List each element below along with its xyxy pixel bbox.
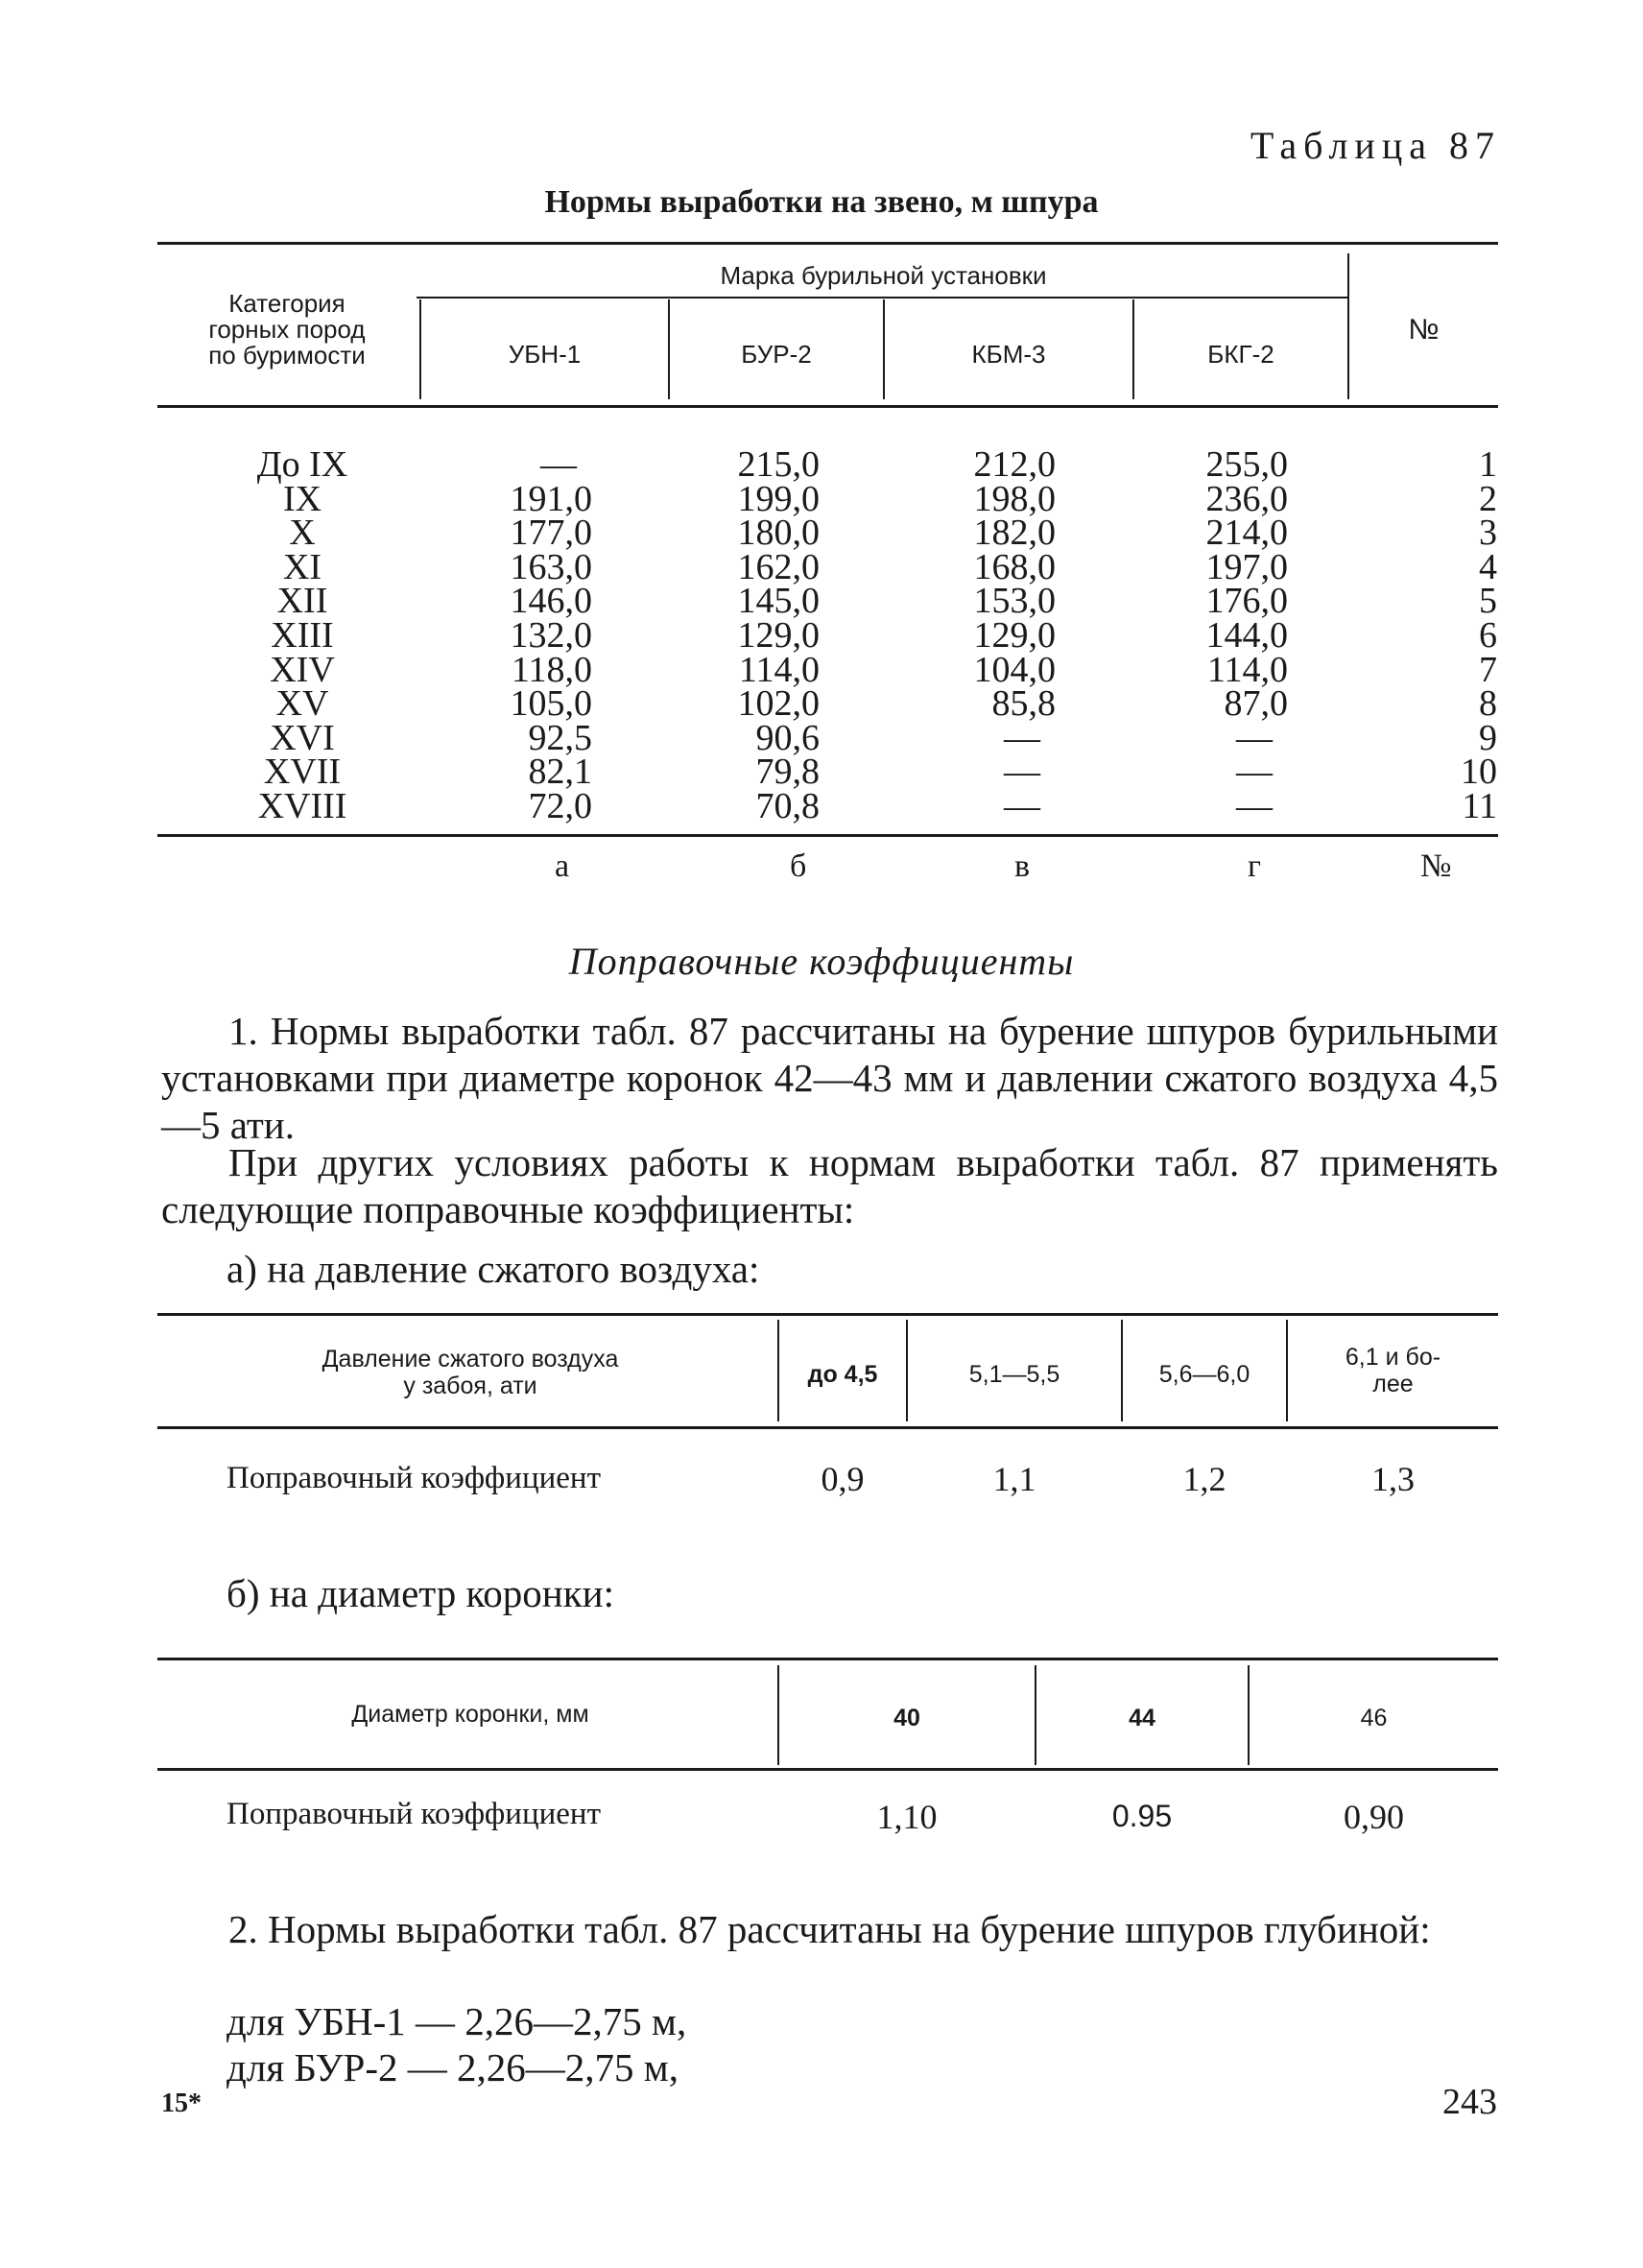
depth-line-2: для БУР-2 — 2,26—2,75 м, <box>226 2045 679 2089</box>
header-col-ubn1: УБН-1 <box>508 340 582 369</box>
row-value: 72,0 <box>528 786 592 826</box>
pressure-value: 1,2 <box>1182 1460 1226 1498</box>
row-number: 3 <box>1479 513 1497 554</box>
pressure-table-header-rule <box>157 1426 1498 1429</box>
row-category: XVI <box>270 717 335 758</box>
table-row <box>0 717 1643 758</box>
row-value: — <box>1004 752 1040 793</box>
pressure-value: 0,9 <box>821 1460 865 1498</box>
pressure-col-1: до 4,5 <box>807 1361 878 1388</box>
table-row <box>0 615 1643 656</box>
item-b-heading: б) на диаметр коронки: <box>226 1571 614 1615</box>
row-category: XVII <box>263 752 342 793</box>
table-title: Нормы выработки на звено, м шпура <box>544 184 1099 220</box>
pressure-row-label: Поправочный коэффициент <box>226 1461 601 1495</box>
row-number: 8 <box>1479 683 1497 725</box>
pressure-table-top-rule <box>157 1313 1498 1316</box>
page-number: 243 <box>1442 2082 1497 2122</box>
table-row <box>0 786 1643 826</box>
table-row <box>0 444 1643 485</box>
column-letter: в <box>1014 848 1031 884</box>
row-value: 153,0 <box>973 581 1056 622</box>
diameter-table-top-rule <box>157 1658 1498 1660</box>
row-value: 118,0 <box>511 649 592 690</box>
row-value: 105,0 <box>510 683 592 725</box>
column-letter: № <box>1420 848 1452 884</box>
header-col-bkg2: БКГ-2 <box>1207 340 1274 369</box>
row-category: XII <box>276 581 328 622</box>
diameter-header-label: Диаметр коронки, мм <box>351 1701 589 1728</box>
row-value: 214,0 <box>1205 513 1288 554</box>
row-value: 198,0 <box>973 478 1056 519</box>
row-number: 7 <box>1479 649 1497 690</box>
row-value: 215,0 <box>737 444 820 485</box>
row-value: 191,0 <box>510 478 592 519</box>
row-value: 212,0 <box>973 444 1056 485</box>
row-value: 145,0 <box>737 581 820 622</box>
table-label: Таблица 87 <box>1250 124 1501 167</box>
diameter-col-1: 40 <box>893 1705 920 1731</box>
header-col-bur2: БУР-2 <box>741 340 812 369</box>
row-value: 236,0 <box>1205 478 1288 519</box>
row-category: X <box>289 513 316 554</box>
row-value: — <box>1236 786 1273 826</box>
pressure-value: 1,3 <box>1371 1460 1415 1498</box>
row-category: XI <box>282 546 322 587</box>
row-value: — <box>540 444 577 485</box>
row-category: XV <box>275 683 329 725</box>
row-value: 162,0 <box>737 546 820 587</box>
pressure-value: 1,1 <box>992 1460 1036 1498</box>
row-number: 2 <box>1479 478 1497 519</box>
item-a-heading: а) на давление сжатого воздуха: <box>226 1247 760 1291</box>
row-value: 92,5 <box>528 717 592 758</box>
row-value: — <box>1004 786 1040 826</box>
row-value: 129,0 <box>737 615 820 656</box>
table-row <box>0 581 1643 622</box>
row-category: XIII <box>271 615 334 656</box>
row-value: 177,0 <box>510 513 592 554</box>
row-value: 168,0 <box>973 546 1056 587</box>
paragraph-2: При других условиях работы к нормам выработки табл. 87 применять следующие поправочные коэффициенты: <box>161 1140 1498 1231</box>
row-value: 102,0 <box>737 683 820 725</box>
section-heading: Поправочные коэффициенты <box>568 940 1075 983</box>
row-number: 10 <box>1461 752 1497 793</box>
pressure-col-2: 5,1—5,5 <box>968 1361 1060 1388</box>
table-row <box>0 683 1643 725</box>
row-value: 199,0 <box>737 478 820 519</box>
column-letter: б <box>790 848 807 884</box>
row-value: 129,0 <box>973 615 1056 656</box>
row-category: IX <box>282 478 322 519</box>
row-category: XVIII <box>257 786 347 826</box>
column-letter: а <box>555 848 570 884</box>
group-rule <box>417 297 1347 298</box>
row-number: 9 <box>1479 717 1497 758</box>
row-value: 176,0 <box>1205 581 1288 622</box>
diameter-row-label: Поправочный коэффициент <box>226 1797 601 1831</box>
header-col-kbm3: КБМ-3 <box>971 340 1046 369</box>
row-value: — <box>1236 752 1273 793</box>
row-value: 163,0 <box>510 546 592 587</box>
row-value: 85,8 <box>991 683 1056 725</box>
row-number: 4 <box>1479 546 1497 587</box>
pressure-col-3: 5,6—6,0 <box>1158 1361 1250 1388</box>
table-bottom-rule <box>157 834 1498 837</box>
depth-line-1: для УБН-1 — 2,26—2,75 м, <box>226 1999 687 2043</box>
row-value: 114,0 <box>1206 649 1288 690</box>
row-value: — <box>1236 717 1273 758</box>
row-category: До IX <box>256 444 348 485</box>
diameter-col-3: 46 <box>1360 1705 1388 1731</box>
pressure-col-4: 6,1 и бо- лее <box>1345 1344 1441 1397</box>
row-number: 5 <box>1479 581 1497 622</box>
header-group: Марка бурильной установки <box>720 261 1047 290</box>
row-value: 146,0 <box>510 581 592 622</box>
diameter-value: 0.95 <box>1111 1799 1173 1833</box>
table-row <box>0 478 1643 519</box>
column-letter: г <box>1248 848 1261 884</box>
row-value: 70,8 <box>755 786 820 826</box>
row-value: 180,0 <box>737 513 820 554</box>
table-row <box>0 752 1643 793</box>
diameter-value: 1,10 <box>876 1798 938 1836</box>
header-bottom-rule <box>157 405 1498 408</box>
diameter-col-2: 44 <box>1129 1705 1155 1731</box>
row-value: 87,0 <box>1224 683 1288 725</box>
diameter-value: 0,90 <box>1344 1798 1404 1836</box>
table-row <box>0 546 1643 587</box>
row-value: 82,1 <box>528 752 592 793</box>
paragraph-3: 2. Нормы выработки табл. 87 рассчитаны на бурение шпуров глубиной: <box>228 1907 1431 1951</box>
row-value: 197,0 <box>1205 546 1288 587</box>
diameter-table-header-rule <box>157 1768 1498 1771</box>
row-value: 114,0 <box>738 649 820 690</box>
row-category: XIV <box>270 649 335 690</box>
signature-mark: 15* <box>161 2089 202 2118</box>
paragraph-1: 1. Нормы выработки табл. 87 рассчитаны на бурение шпуров бурильными установками при диаметре коронок 42—43 мм и давлении сжатого воздуха 4,5—5 ати. <box>161 1009 1498 1147</box>
row-value: 90,6 <box>755 717 820 758</box>
header-category: Категория горных пород по буримости <box>208 289 366 370</box>
table-row <box>0 649 1643 690</box>
row-value: 144,0 <box>1205 615 1288 656</box>
header-col-number: № <box>1408 314 1440 346</box>
row-number: 6 <box>1479 615 1497 656</box>
row-number: 1 <box>1479 444 1497 485</box>
row-value: 255,0 <box>1205 444 1288 485</box>
row-number: 11 <box>1462 786 1497 826</box>
row-value: 79,8 <box>755 752 820 793</box>
table-top-rule <box>157 242 1498 245</box>
row-value: 132,0 <box>510 615 592 656</box>
pressure-header-label: Давление сжатого воздуха у забоя, ати <box>321 1346 619 1399</box>
row-value: 104,0 <box>973 649 1056 690</box>
row-value: — <box>1004 717 1040 758</box>
row-value: 182,0 <box>973 513 1056 554</box>
table-row <box>0 513 1643 554</box>
